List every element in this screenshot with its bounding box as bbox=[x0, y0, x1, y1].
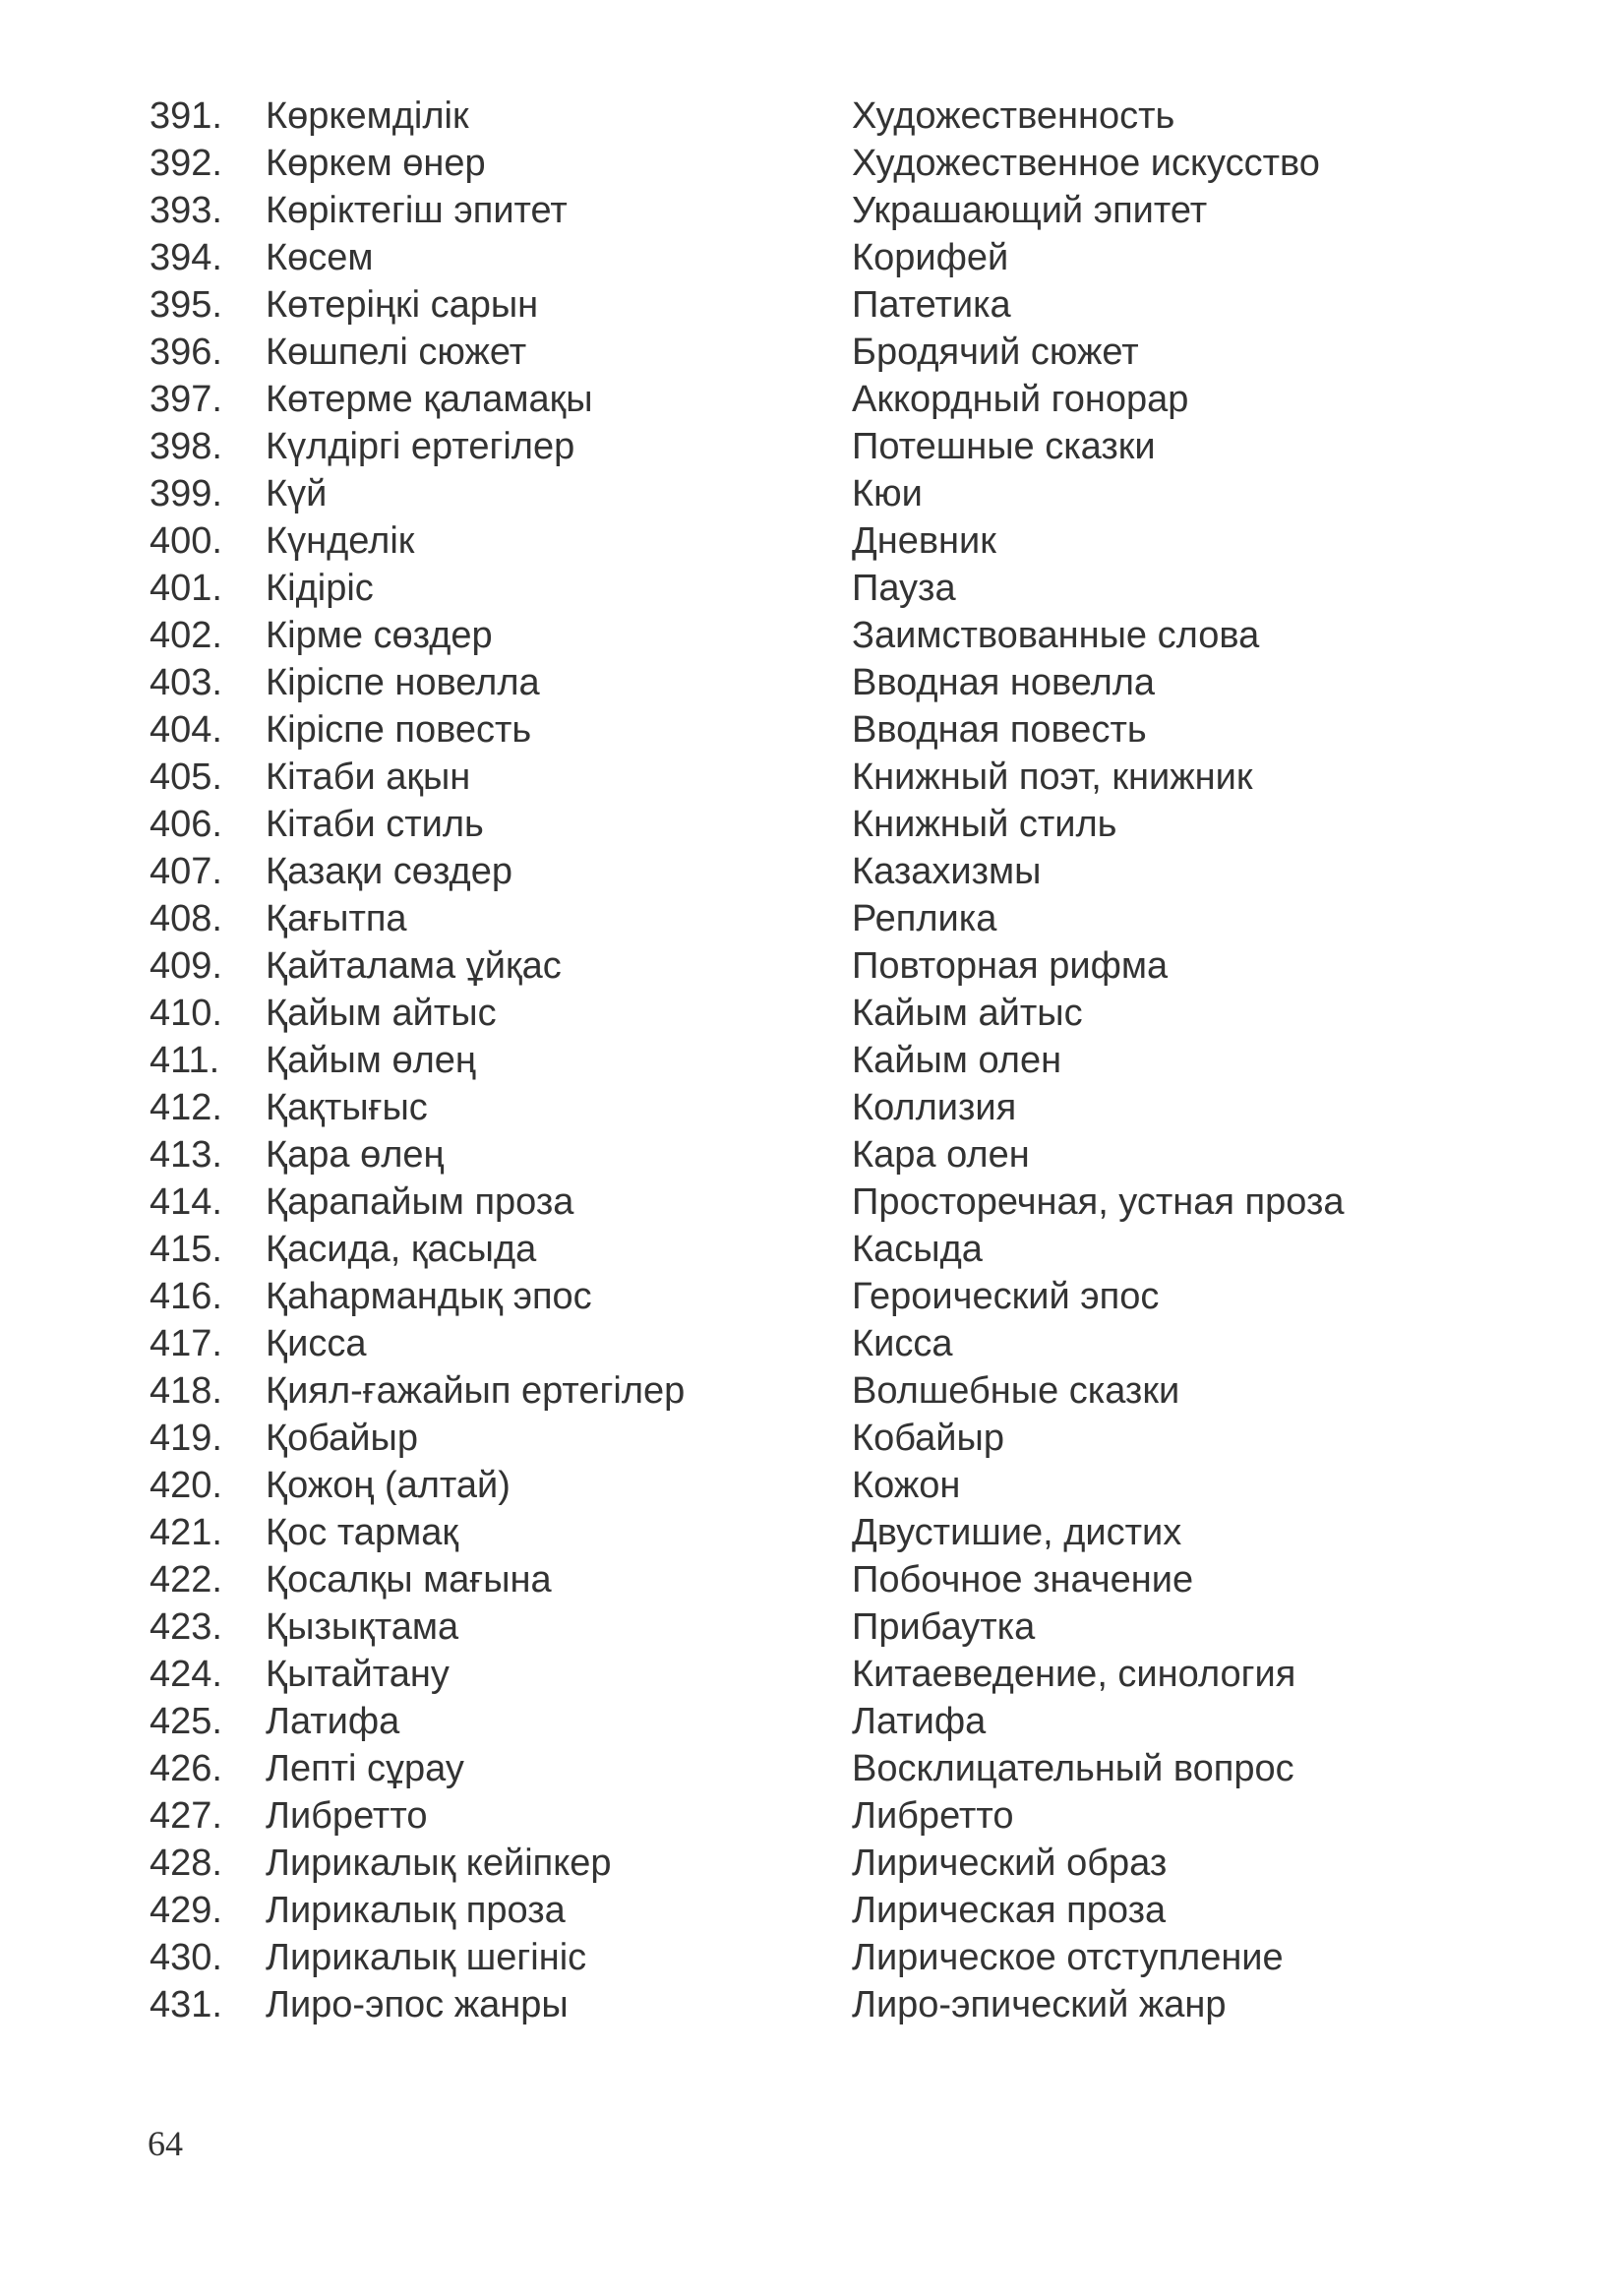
kazakh-term: Қасида, қасыда bbox=[266, 1229, 537, 1270]
kazakh-term: Көшпелі сюжет bbox=[266, 332, 527, 373]
kazakh-term: Қытайтану bbox=[266, 1654, 450, 1695]
russian-term: Казахизмы bbox=[852, 851, 1042, 892]
entry-number: 430. bbox=[150, 1937, 222, 1978]
glossary-entry bbox=[0, 895, 1623, 942]
entry-number: 431. bbox=[150, 1984, 222, 2025]
russian-term: Просторечная, устная проза bbox=[852, 1181, 1345, 1223]
glossary-entry bbox=[0, 234, 1623, 281]
russian-term: Лирический образ bbox=[852, 1843, 1168, 1884]
kazakh-term: Лирикалық проза bbox=[266, 1890, 566, 1931]
kazakh-term: Көтеріңкі сарын bbox=[266, 284, 539, 326]
russian-term: Кисса bbox=[852, 1323, 953, 1364]
russian-term: Лирическая проза bbox=[852, 1890, 1167, 1931]
glossary-entry bbox=[0, 1651, 1623, 1698]
entry-number: 393. bbox=[150, 190, 222, 231]
glossary-entry bbox=[0, 1934, 1623, 1981]
russian-term: Патетика bbox=[852, 284, 1011, 326]
glossary-entry bbox=[0, 1367, 1623, 1415]
glossary-entry bbox=[0, 1698, 1623, 1745]
entry-number: 406. bbox=[150, 804, 222, 845]
entry-number: 411. bbox=[150, 1040, 220, 1081]
glossary-list bbox=[0, 92, 1623, 2028]
glossary-entry bbox=[0, 942, 1623, 990]
entry-number: 400. bbox=[150, 520, 222, 562]
entry-number: 420. bbox=[150, 1465, 222, 1506]
kazakh-term: Қайталама ұйқас bbox=[266, 945, 562, 987]
glossary-entry bbox=[0, 848, 1623, 895]
russian-term: Потешные сказки bbox=[852, 426, 1156, 467]
entry-number: 407. bbox=[150, 851, 222, 892]
russian-term: Бродячий сюжет bbox=[852, 332, 1139, 373]
glossary-entry bbox=[0, 1226, 1623, 1273]
entry-number: 413. bbox=[150, 1134, 222, 1176]
russian-term: Кожон bbox=[852, 1465, 961, 1506]
russian-term: Кобайыр bbox=[852, 1418, 1004, 1459]
kazakh-term: Күй bbox=[266, 473, 328, 514]
russian-term: Дневник bbox=[852, 520, 996, 562]
russian-term: Героический эпос bbox=[852, 1276, 1160, 1317]
glossary-entry bbox=[0, 92, 1623, 140]
entry-number: 417. bbox=[150, 1323, 222, 1364]
kazakh-term: Қисса bbox=[266, 1323, 367, 1364]
glossary-entry bbox=[0, 140, 1623, 187]
kazakh-term: Қожоң (алтай) bbox=[266, 1465, 511, 1506]
kazakh-term: Лепті сұрау bbox=[266, 1748, 464, 1789]
russian-term: Вводная повесть bbox=[852, 709, 1147, 751]
entry-number: 426. bbox=[150, 1748, 222, 1789]
kazakh-term: Қақтығыс bbox=[266, 1087, 428, 1128]
russian-term: Коллизия bbox=[852, 1087, 1017, 1128]
russian-term: Лиро-эпический жанр bbox=[852, 1984, 1227, 2025]
kazakh-term: Қиял-ғажайып ертегілер bbox=[266, 1370, 686, 1412]
entry-number: 415. bbox=[150, 1229, 222, 1270]
russian-term: Волшебные сказки bbox=[852, 1370, 1180, 1412]
glossary-entry bbox=[0, 1415, 1623, 1462]
kazakh-term: Қаһармандық эпос bbox=[266, 1276, 592, 1317]
entry-number: 422. bbox=[150, 1559, 222, 1601]
glossary-entry bbox=[0, 187, 1623, 234]
entry-number: 428. bbox=[150, 1843, 222, 1884]
entry-number: 427. bbox=[150, 1795, 222, 1837]
russian-term: Пауза bbox=[852, 568, 956, 609]
kazakh-term: Қазақи сөздер bbox=[266, 851, 512, 892]
russian-term: Повторная рифма bbox=[852, 945, 1169, 987]
glossary-entry bbox=[0, 1603, 1623, 1651]
glossary-entry bbox=[0, 1509, 1623, 1556]
entry-number: 408. bbox=[150, 898, 222, 939]
kazakh-term: Қара өлең bbox=[266, 1134, 445, 1176]
kazakh-term: Қос тармақ bbox=[266, 1512, 458, 1553]
entry-number: 412. bbox=[150, 1087, 222, 1128]
kazakh-term: Кірме сөздер bbox=[266, 615, 493, 656]
glossary-entry bbox=[0, 1887, 1623, 1934]
glossary-entry bbox=[0, 470, 1623, 517]
russian-term: Побочное значение bbox=[852, 1559, 1194, 1601]
glossary-entry bbox=[0, 754, 1623, 801]
entry-number: 418. bbox=[150, 1370, 222, 1412]
entry-number: 392. bbox=[150, 143, 222, 184]
kazakh-term: Кітаби ақын bbox=[266, 756, 471, 798]
kazakh-term: Күнделік bbox=[266, 520, 415, 562]
russian-term: Восклицательный вопрос bbox=[852, 1748, 1294, 1789]
glossary-entry bbox=[0, 281, 1623, 329]
entry-number: 405. bbox=[150, 756, 222, 798]
glossary-entry bbox=[0, 659, 1623, 706]
kazakh-term: Латифа bbox=[266, 1701, 400, 1742]
entry-number: 409. bbox=[150, 945, 222, 987]
russian-term: Художественное искусство bbox=[852, 143, 1320, 184]
glossary-entry bbox=[0, 1273, 1623, 1320]
russian-term: Книжный стиль bbox=[852, 804, 1117, 845]
entry-number: 397. bbox=[150, 379, 222, 420]
glossary-entry bbox=[0, 1037, 1623, 1084]
entry-number: 404. bbox=[150, 709, 222, 751]
russian-term: Кайым олен bbox=[852, 1040, 1062, 1081]
glossary-entry bbox=[0, 1320, 1623, 1367]
glossary-entry bbox=[0, 1556, 1623, 1603]
russian-term: Заимствованные слова bbox=[852, 615, 1260, 656]
kazakh-term: Көріктегіш эпитет bbox=[266, 190, 568, 231]
entry-number: 421. bbox=[150, 1512, 222, 1553]
russian-term: Либретто bbox=[852, 1795, 1014, 1837]
glossary-entry bbox=[0, 1462, 1623, 1509]
russian-term: Книжный поэт, книжник bbox=[852, 756, 1253, 798]
kazakh-term: Қайым айтыс bbox=[266, 993, 497, 1034]
russian-term: Кайым айтыс bbox=[852, 993, 1083, 1034]
kazakh-term: Қарапайым проза bbox=[266, 1181, 574, 1223]
entry-number: 419. bbox=[150, 1418, 222, 1459]
glossary-entry bbox=[0, 329, 1623, 376]
entry-number: 394. bbox=[150, 237, 222, 278]
russian-term: Лирическое отступление bbox=[852, 1937, 1284, 1978]
russian-term: Кара олен bbox=[852, 1134, 1030, 1176]
russian-term: Двустишие, дистих bbox=[852, 1512, 1182, 1553]
kazakh-term: Көркем өнер bbox=[266, 143, 486, 184]
glossary-entry bbox=[0, 1178, 1623, 1226]
kazakh-term: Лиро-эпос жанры bbox=[266, 1984, 569, 2025]
russian-term: Вводная новелла bbox=[852, 662, 1156, 703]
kazakh-term: Кітаби стиль bbox=[266, 804, 484, 845]
russian-term: Кюи bbox=[852, 473, 923, 514]
glossary-entry bbox=[0, 376, 1623, 423]
entry-number: 396. bbox=[150, 332, 222, 373]
glossary-entry bbox=[0, 1131, 1623, 1178]
page-number: 64 bbox=[148, 2124, 183, 2163]
russian-term: Касыда bbox=[852, 1229, 983, 1270]
kazakh-term: Күлдіргі ертегілер bbox=[266, 426, 575, 467]
kazakh-term: Қобайыр bbox=[266, 1418, 418, 1459]
entry-number: 391. bbox=[150, 95, 222, 137]
russian-term: Реплика bbox=[852, 898, 997, 939]
kazakh-term: Лирикалық шегініс bbox=[266, 1937, 587, 1978]
kazakh-term: Лирикалық кейіпкер bbox=[266, 1843, 612, 1884]
glossary-entry bbox=[0, 517, 1623, 565]
kazakh-term: Қосалқы мағына bbox=[266, 1559, 552, 1601]
glossary-entry bbox=[0, 612, 1623, 659]
glossary-entry bbox=[0, 1840, 1623, 1887]
entry-number: 423. bbox=[150, 1606, 222, 1648]
kazakh-term: Кіріспе повесть bbox=[266, 709, 532, 751]
entry-number: 402. bbox=[150, 615, 222, 656]
glossary-entry bbox=[0, 423, 1623, 470]
entry-number: 395. bbox=[150, 284, 222, 326]
entry-number: 429. bbox=[150, 1890, 222, 1931]
entry-number: 401. bbox=[150, 568, 222, 609]
kazakh-term: Қағытпа bbox=[266, 898, 407, 939]
russian-term: Художественность bbox=[852, 95, 1175, 137]
kazakh-term: Көсем bbox=[266, 237, 374, 278]
glossary-entry bbox=[0, 1981, 1623, 2028]
entry-number: 424. bbox=[150, 1654, 222, 1695]
russian-term: Прибаутка bbox=[852, 1606, 1036, 1648]
glossary-entry bbox=[0, 1745, 1623, 1792]
glossary-entry bbox=[0, 801, 1623, 848]
entry-number: 403. bbox=[150, 662, 222, 703]
entry-number: 410. bbox=[150, 993, 222, 1034]
kazakh-term: Қызықтама bbox=[266, 1606, 459, 1648]
glossary-entry bbox=[0, 1792, 1623, 1840]
russian-term: Корифей bbox=[852, 237, 1009, 278]
entry-number: 425. bbox=[150, 1701, 222, 1742]
glossary-entry bbox=[0, 1084, 1623, 1131]
russian-term: Китаеведение, синология bbox=[852, 1654, 1296, 1695]
russian-term: Латифа bbox=[852, 1701, 987, 1742]
entry-number: 416. bbox=[150, 1276, 222, 1317]
glossary-entry bbox=[0, 565, 1623, 612]
kazakh-term: Кідіріс bbox=[266, 568, 374, 609]
entry-number: 414. bbox=[150, 1181, 222, 1223]
kazakh-term: Көтерме қаламақы bbox=[266, 379, 593, 420]
kazakh-term: Кіріспе новелла bbox=[266, 662, 540, 703]
russian-term: Украшающий эпитет bbox=[852, 190, 1208, 231]
entry-number: 398. bbox=[150, 426, 222, 467]
kazakh-term: Көркемділік bbox=[266, 95, 469, 137]
entry-number: 399. bbox=[150, 473, 222, 514]
russian-term: Аккордный гонорар bbox=[852, 379, 1189, 420]
glossary-entry bbox=[0, 706, 1623, 754]
glossary-entry bbox=[0, 990, 1623, 1037]
kazakh-term: Либретто bbox=[266, 1795, 428, 1837]
kazakh-term: Қайым өлең bbox=[266, 1040, 476, 1081]
